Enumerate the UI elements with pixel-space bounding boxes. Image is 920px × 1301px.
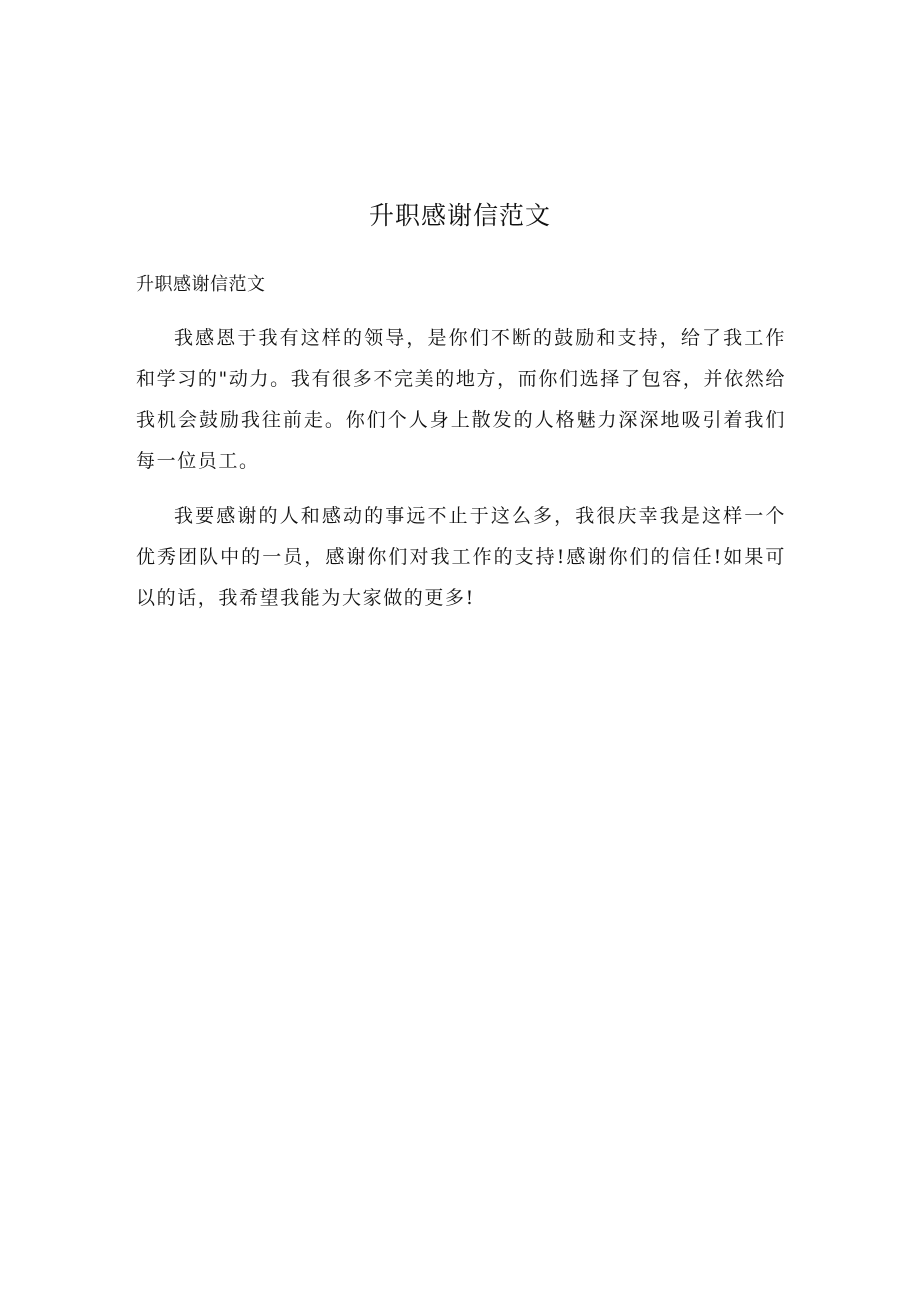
paragraph: 我感恩于我有这样的领导，是你们不断的鼓励和支持，给了我工作和学习的"动力。我有很多不完美的地方，而你们选择了包容，并依然给我机会鼓励我往前走。你们个人身上散发的人格魅力深深地吸引着我们每一位员工。 — [136, 327, 786, 472]
document-title: 升职感谢信范文 — [368, 201, 551, 230]
document-subtitle: 升职感谢信范文 — [136, 274, 266, 295]
paragraph: 我要感谢的人和感动的事远不止于这么多，我很庆幸我是这样一个优秀团队中的一员，感谢你们对我工作的支持!感谢你们的信任!如果可以的话，我希望我能为大家做的更多! — [136, 505, 786, 609]
